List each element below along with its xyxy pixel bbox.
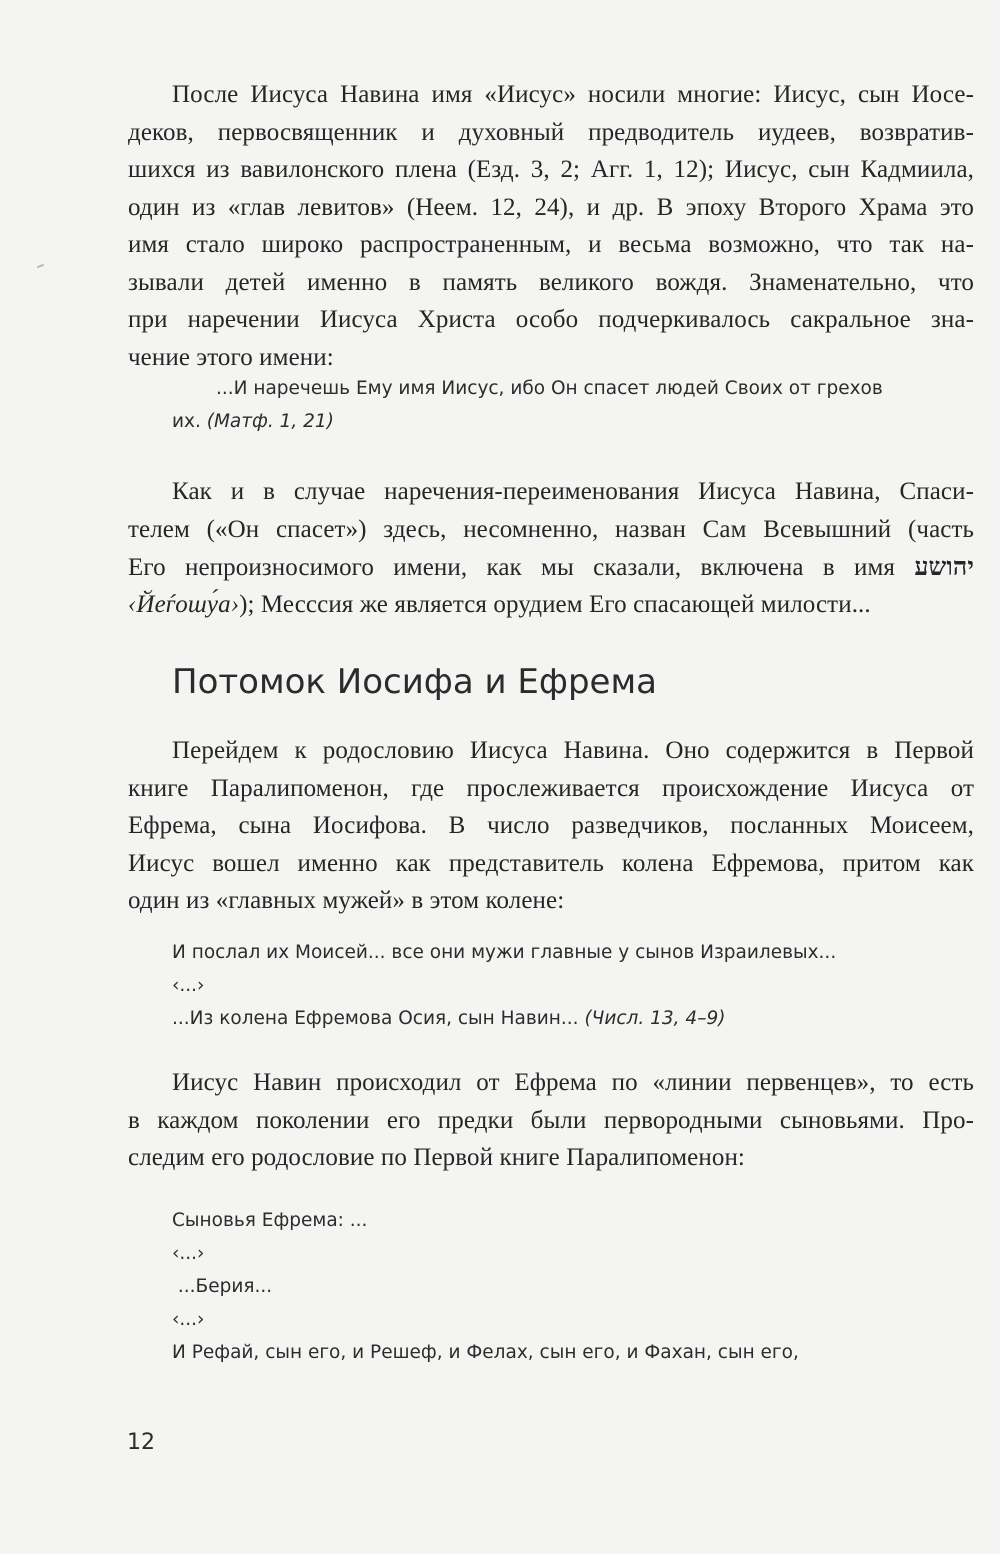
text-line: следим его родословие по Первой книге Паралипоменон: bbox=[128, 1144, 745, 1171]
text-line: один из «глав левитов» (Неем. 12, 24), и др. В эпоху Второго Храма это bbox=[128, 193, 974, 221]
text-line bbox=[128, 548, 974, 586]
quote-text: ...Из колена Ефремова Осия, сын Навин... bbox=[172, 1008, 579, 1029]
text-line: Ефрема, сына Иосифова. В число разведчиков, посланных Моисеем, bbox=[128, 812, 974, 839]
text-line: зывали детей именно в память великого вождя. Знаменательно, что bbox=[128, 268, 974, 296]
text-line: чение этого имени: bbox=[128, 343, 334, 371]
ellipsis-line: ‹...› bbox=[172, 975, 205, 996]
quote-line: И послал их Моисей... все они мужи главные у сынов Израилевых... bbox=[172, 942, 837, 963]
quote-text: их. bbox=[172, 411, 201, 432]
text-line: один из «главных мужей» в этом колене: bbox=[128, 887, 565, 914]
scripture-reference: (Числ. 13, 4–9) bbox=[584, 1008, 726, 1029]
scripture-reference: (Матф. 1, 21) bbox=[206, 411, 334, 432]
quote-chronicles bbox=[172, 1204, 932, 1369]
section-heading: Потомок Иосифа и Ефрема bbox=[172, 662, 657, 702]
text-line: имя стало широко распространенным, и весьма возможно, что так на- bbox=[128, 231, 974, 258]
paragraph-firstborn-line bbox=[128, 1064, 974, 1177]
paragraph-names-after-joshua bbox=[128, 76, 974, 376]
text-segment: ); Месссия же является орудием Его спасающей милости... bbox=[239, 590, 871, 618]
ellipsis-line: ‹...› bbox=[172, 1243, 205, 1264]
text-line: Перейдем к родословию Иисуса Навина. Оно содержится в Первой bbox=[172, 737, 974, 764]
quote-line bbox=[172, 1002, 932, 1035]
ellipsis-line: ‹...› bbox=[172, 1309, 205, 1330]
quote-numbers bbox=[172, 936, 932, 1035]
text-line bbox=[128, 586, 974, 624]
text-line: шихся из вавилонского плена (Езд. 3, 2; Агг. 1, 12); Иисус, сын Кадмиила, bbox=[128, 156, 974, 183]
text-line: Иисус вошел именно как представитель колена Ефремова, притом как bbox=[128, 849, 974, 877]
text-line: в каждом поколении его предки были первородными сыновьями. Про- bbox=[128, 1106, 974, 1134]
text-line: телем («Он спасет») здесь, несомненно, назван Сам Всевышний (часть bbox=[128, 515, 974, 543]
hebrew-name: יהושע bbox=[914, 552, 974, 581]
text-line: при наречении Иисуса Христа особо подчеркивалось сакральное зна- bbox=[128, 306, 974, 333]
quote-line: ...Берия... bbox=[172, 1276, 273, 1297]
paragraph-genealogy-intro bbox=[128, 732, 974, 920]
text-line: книге Паралипоменон, где прослеживается происхождение Иисуса от bbox=[128, 774, 974, 802]
paragraph-savior-name bbox=[128, 473, 974, 623]
page-number: 12 bbox=[127, 1430, 155, 1455]
text-line: После Иисуса Навина имя «Иисус» носили многие: Иисус, сын Иосе- bbox=[172, 81, 974, 108]
text-line: Иисус Навин происходил от Ефрема по «линии первенцев», то есть bbox=[172, 1069, 974, 1096]
quote-line: ...И наречешь Ему имя Иисус, ибо Он спасет людей Своих от грехов bbox=[216, 378, 883, 399]
paper-speck bbox=[37, 264, 44, 268]
quote-line: И Рефай, сын его, и Решеф, и Фелах, сын его, и Фахан, сын его, bbox=[172, 1342, 799, 1363]
text-segment: Его непроизносимого имени, как мы сказали, включена в имя bbox=[128, 554, 896, 581]
text-line: Как и в случае наречения-переименования Иисуса Навина, Спаси- bbox=[172, 478, 974, 505]
quote-matthew bbox=[172, 372, 932, 438]
quote-line: Сыновья Ефрема: ... bbox=[172, 1210, 368, 1231]
text-line: деков, первосвященник и духовный предводитель иудеев, возвратив- bbox=[128, 118, 974, 146]
quote-line bbox=[172, 405, 932, 438]
transliteration: ‹Йеѓошу́а› bbox=[128, 590, 240, 618]
